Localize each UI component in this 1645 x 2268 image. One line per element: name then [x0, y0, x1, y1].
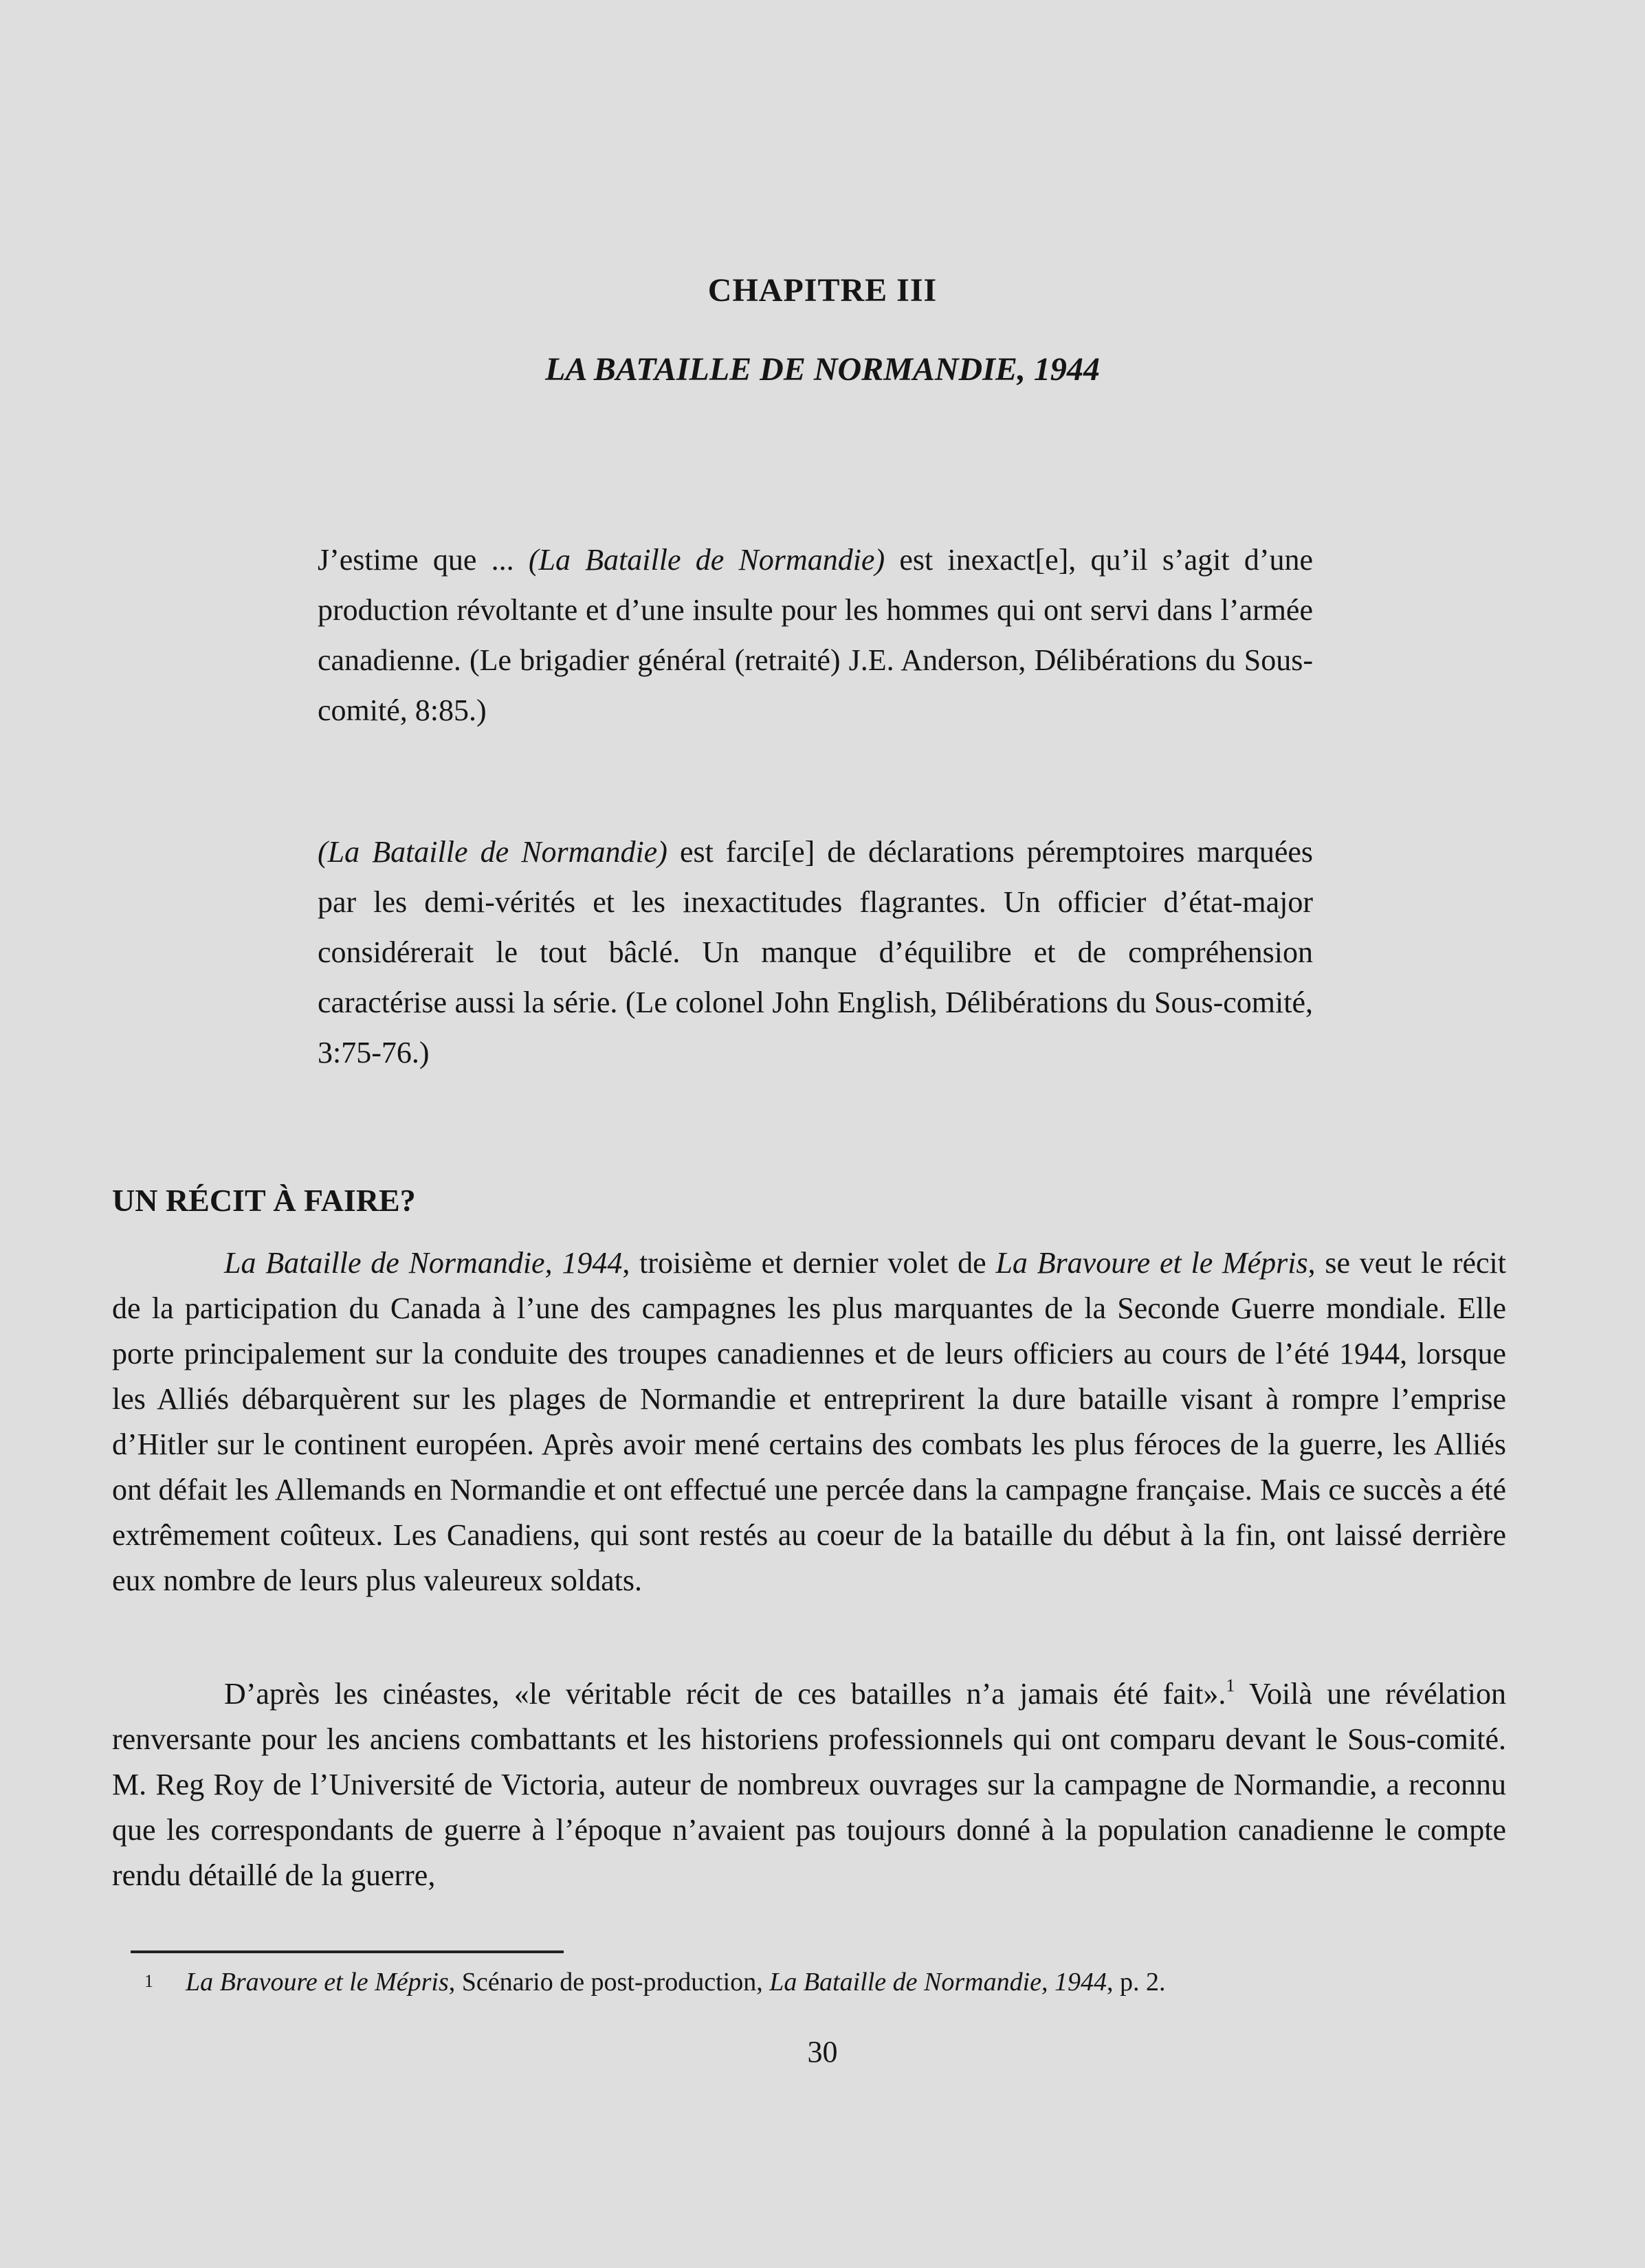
page-number: 30	[807, 2035, 838, 2069]
paragraph-text: D’après les cinéastes, «le véritable récit de ces batailles n’a jamais été fait».	[224, 1677, 1226, 1711]
quote-text: est inexact[e], qu’il s’agit d’une production révoltante et d’une insulte pour les hommes qui ont servi dans l’armée canadienne. (Le brigadier général (retraité) J.E. Anderson, Délibérations du Sous-comité, 8:85.)	[318, 543, 1313, 727]
footnote-text: , p. 2.	[1107, 1968, 1166, 1997]
footnote-text: , Scénario de post-production,	[448, 1968, 770, 1997]
quote-title: (La Bataille de Normandie)	[318, 835, 667, 869]
body-paragraph-1	[112, 1241, 1506, 1603]
section-heading: UN RÉCIT À FAIRE?	[112, 1183, 416, 1218]
footnote-reference: 1	[1226, 1676, 1235, 1696]
series-title: La Bravoure et le Mépris	[995, 1246, 1308, 1280]
quote-title: (La Bataille de Normandie)	[528, 543, 885, 577]
paragraph-text: Voilà une révélation renversante pour les anciens combattants et les historiens professionnels qui ont comparu devant le Sous-comité. M. Reg Roy de l’Université de Victoria, auteur de nombreux ouvrages sur la campagne de Normandie, a reconnu que les correspondants de guerre à l’époque n’avaient pas toujours donné à la population canadienne le compte rendu détaillé de la guerre,	[112, 1677, 1506, 1892]
paragraph-text: , se veut le récit de la participation du Canada à l’une des campagnes les plus marquantes de la Seconde Guerre mondiale. Elle porte principalement sur la conduite des troupes canadiennes et de leurs officiers au cours de l’été 1944, lorsque les Alliés débarquèrent sur les plages de Normandie et entreprirent la dure bataille visant à rompre l’emprise d’Hitler sur le continent européen. Après avoir mené certains des combats les plus féroces de la guerre, les Alliés ont défait les Allemands en Normandie et ont effectué une percée dans la campagne française. Mais ce succès a été extrêmement coûteux. Les Canadiens, qui sont restés au coeur de la bataille du début à la fin, ont laissé derrière eux nombre de leurs plus valeureux soldats.	[112, 1246, 1506, 1597]
quote-lead: J’estime que ...	[318, 543, 529, 577]
epigraph-quote-2	[318, 827, 1313, 1078]
footnote-divider	[131, 1950, 564, 1953]
chapter-title: LA BATAILLE DE NORMANDIE, 1944	[545, 351, 1100, 388]
quote-text: est farci[e] de déclarations péremptoires marquées par les demi-vérités et les inexactitudes flagrantes. Un officier d’état-major considérerait le tout bâclé. Un manque d’équilibre et de compréhension caractérise aussi la série. (Le colonel John English, Délibérations du Sous-comité, 3:75-76.)	[318, 835, 1314, 1069]
footnote	[186, 1967, 1166, 1997]
footnote-mark: 1	[144, 1971, 153, 1991]
footnote-title: La Bravoure et le Mépris	[186, 1968, 449, 1997]
film-title: La Bataille de Normandie, 1944	[224, 1246, 623, 1280]
epigraph-quote-1	[318, 535, 1313, 735]
chapter-label: CHAPITRE III	[707, 272, 938, 309]
paragraph-text: , troisième et dernier volet de	[622, 1246, 996, 1280]
footnote-title: La Bataille de Normandie, 1944	[769, 1968, 1107, 1997]
body-paragraph-2	[112, 1671, 1506, 1898]
